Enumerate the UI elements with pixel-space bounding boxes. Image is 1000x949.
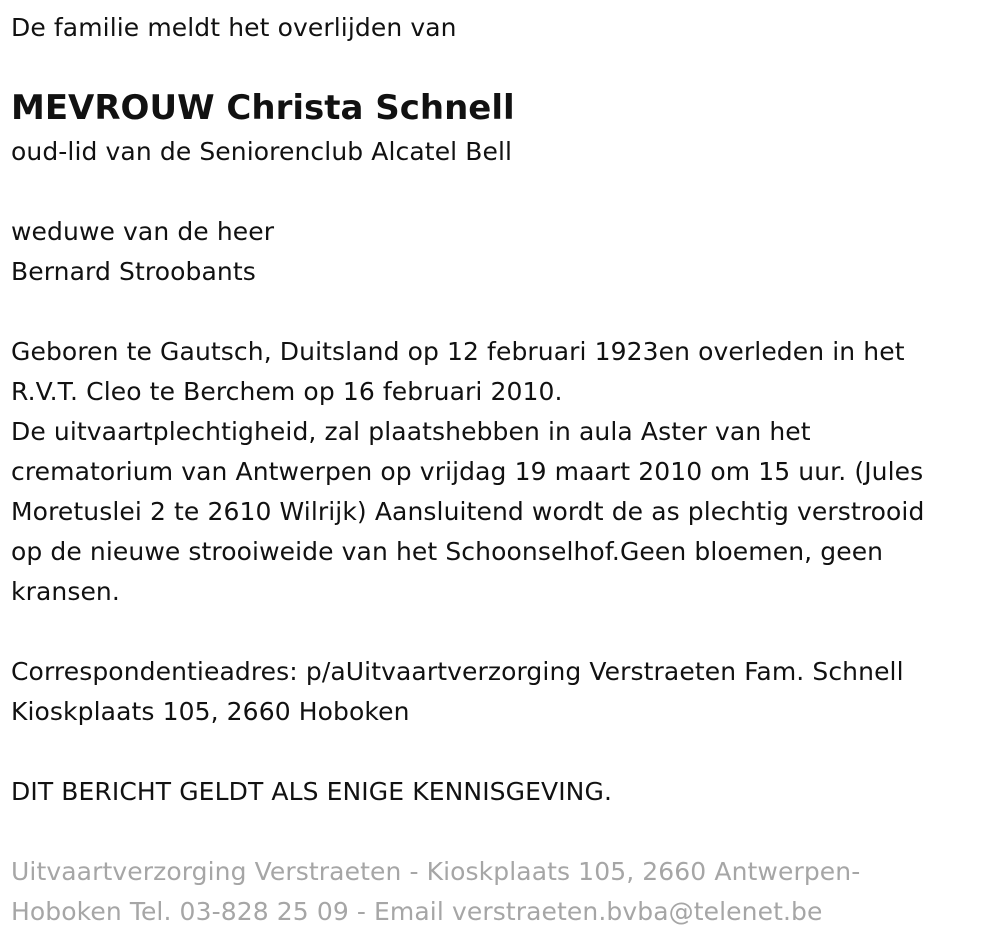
details-paragraph bbox=[11, 332, 980, 612]
details-line: Moretuslei 2 te 2610 Wilrijk) Aansluitend wordt de as plechtig verstrooid bbox=[11, 497, 925, 526]
footer-line-2: Hoboken Tel. 03-828 25 09 - Email verstraeten.bvba@telenet.be bbox=[11, 897, 823, 926]
details-line: R.V.T. Cleo te Berchem op 16 februari 2010. bbox=[11, 377, 563, 406]
correspondence-line-2: Kioskplaats 105, 2660 Hoboken bbox=[11, 697, 410, 726]
spacer bbox=[11, 612, 980, 652]
funeral-home-footer bbox=[11, 852, 980, 932]
spacer bbox=[11, 812, 980, 852]
spouse-line-1: weduwe van de heer bbox=[11, 217, 275, 246]
details-line: De uitvaartplechtigheid, zal plaatshebben in aula Aster van het bbox=[11, 417, 811, 446]
details-line: kransen. bbox=[11, 577, 120, 606]
spacer bbox=[11, 732, 980, 772]
details-line: op de nieuwe strooiweide van het Schoonselhof.Geen bloemen, geen bbox=[11, 537, 884, 566]
details-line: crematorium van Antwerpen op vrijdag 19 maart 2010 om 15 uur. (Jules bbox=[11, 457, 924, 486]
deceased-name: MEVROUW Christa Schnell bbox=[11, 88, 515, 128]
notice-statement: DIT BERICHT GELDT ALS ENIGE KENNISGEVING. bbox=[11, 777, 612, 806]
spacer bbox=[11, 172, 980, 212]
correspondence-line-1: Correspondentieadres: p/aUitvaartverzorging Verstraeten Fam. Schnell bbox=[11, 657, 904, 686]
spouse-line-2: Bernard Stroobants bbox=[11, 257, 256, 286]
deceased-affiliation: oud-lid van de Seniorenclub Alcatel Bell bbox=[11, 137, 513, 166]
spacer bbox=[11, 292, 980, 332]
footer-line-1: Uitvaartverzorging Verstraeten - Kioskplaats 105, 2660 Antwerpen- bbox=[11, 857, 861, 886]
intro-text: De familie meldt het overlijden van bbox=[11, 13, 457, 42]
details-line: Geboren te Gautsch, Duitsland op 12 februari 1923en overleden in het bbox=[11, 337, 905, 366]
